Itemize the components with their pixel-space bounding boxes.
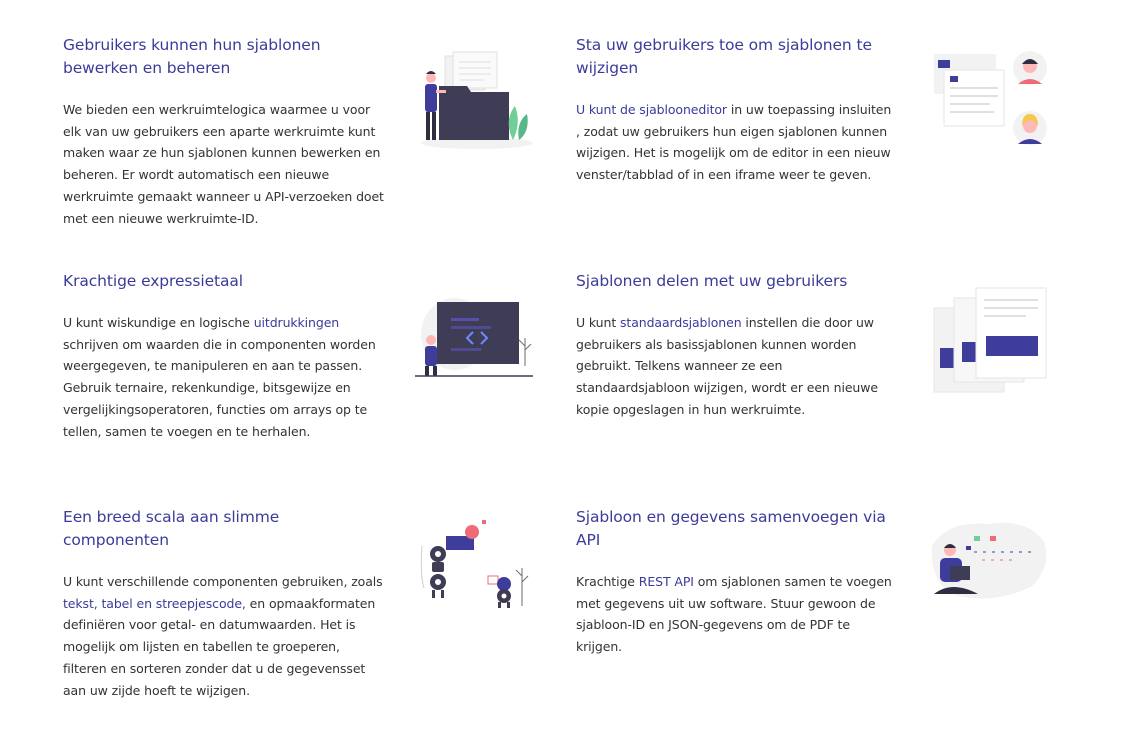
feature-title: Gebruikers kunnen hun sjablonen bewerken en beheren [63,36,321,77]
feature-title: Een breed scala aan slimme componenten [63,508,280,549]
feature-description: We bieden een werkruimtelogica waarmee u voor elk van uw gebruikers een aparte werkruimte kunt maken waar ze hun sjablonen kunnen bewerken en beheren. Er wordt automatisch een nieuwe werkruimte gemaakt wanneer u API-verzoeken doet met een nieuwe werkruimte-ID. [63,102,384,226]
feature-description: Krachtige REST API om sjablonen samen te voegen met gegevens uit uw software. Stuur gewoon de sjabloon-ID en JSON-gegevens om de PDF te krijgen. [576,574,892,655]
feature-title: Sjablonen delen met uw gebruikers [576,272,848,290]
feature-title: Sjabloon en gegevens samenvoegen via API [576,508,886,549]
components-link[interactable]: tekst, tabel en streepjescode, [63,595,246,611]
feature-rest-api [576,506,898,658]
code-screen-illustration [415,288,533,380]
feature-expression-language [63,270,385,442]
users-editing-document-illustration [930,50,1048,150]
feature-title: Sta uw gebruikers toe om sjablonen te wijzigen [576,36,872,77]
feature-description: U kunt standaardsjablonen instellen die door uw gebruikers als basissjablonen kunnen worden gebruikt. Telkens wanneer ze een standaardsjabloon wijzigen, wordt er een nieuwe kopie opgeslagen in hun werkruimte. [576,315,878,417]
person-with-laptop-illustration [928,516,1050,604]
feature-share-templates [576,270,898,421]
rest-api-link[interactable]: REST API [638,574,694,589]
person-with-folder-illustration [415,50,533,150]
default-templates-link[interactable]: standaardsjablonen [620,315,742,330]
expressions-link[interactable]: uitdrukkingen [253,315,340,330]
feature-title: Krachtige expressietaal [63,272,243,290]
feature-description: U kunt verschillende componenten gebruiken, zoals tekst, tabel en streepjescode, en opmaakformaten definiëren voor getal- en datumwaarden. Het is mogelijk om lijsten en tabellen te groeperen, filteren en sorteren zonder dat u de gegevensset aan uw zijde hoeft te wijzigen. [63,574,383,698]
robots-illustration [414,516,538,612]
feature-description: U kunt wiskundige en logische uitdrukkingen schrijven om waarden die in componenten worden weergegeven, te manipuleren en aan te passen. Gebruik ternaire, rekenkundige, bitsgewijze en vergelijkingsoperatoren, functies om arrays op te tellen, samen te voegen en te herhalen. [63,315,376,439]
feature-template-editor [576,34,898,186]
stacked-documents-illustration [930,286,1048,396]
feature-workspaces [63,34,385,229]
feature-smart-components [63,506,385,701]
feature-description: U kunt de sjablooneditor in uw toepassing insluiten , zodat uw gebruikers hun eigen sjablonen kunnen wijzigen. Het is mogelijk om de editor in een nieuw venster/tabblad of in een iframe weer te geven. [576,102,892,183]
template-editor-link[interactable]: U kunt de sjablooneditor [576,102,727,117]
